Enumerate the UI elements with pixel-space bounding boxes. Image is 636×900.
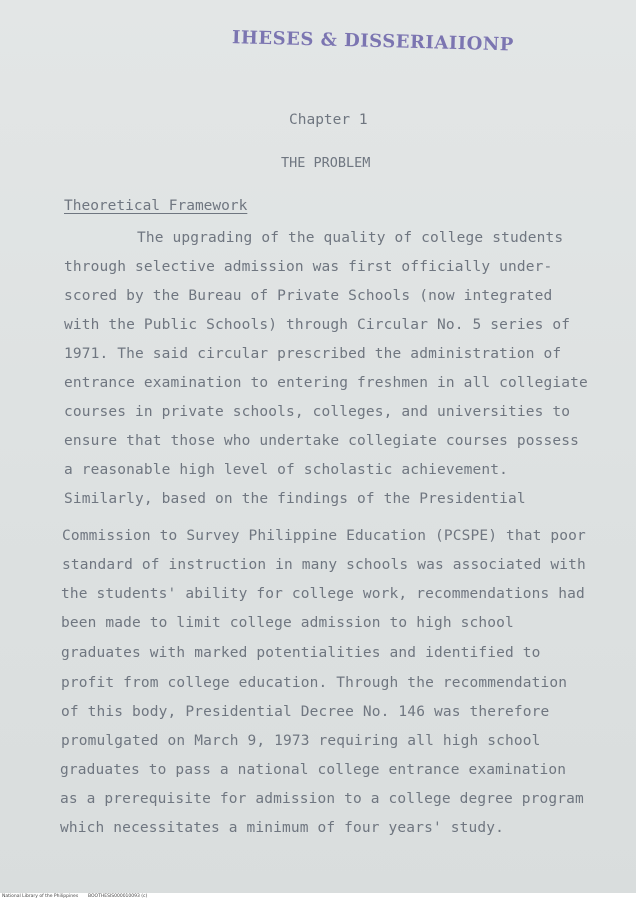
body-line-17: of this body, Presidential Decree No. 146 was therefore (61, 704, 550, 720)
body-line-21: which necessitates a minimum of four years' study. (60, 820, 504, 836)
body-line-16: profit from college education. Through the recommendation (61, 675, 568, 691)
body-line-13: the students' ability for college work, recommendations had (61, 586, 585, 602)
chapter-title: THE PROBLEM (281, 155, 371, 171)
footer-library-name: National Library of the Philippines (2, 894, 79, 899)
body-line-10: Similarly, based on the findings of the Presidential (64, 491, 526, 507)
body-line-12: standard of instruction in many schools was associated with (62, 557, 586, 573)
body-line-7: courses in private schools, colleges, and universities to (64, 404, 571, 420)
body-line-8: ensure that those who undertake collegiate courses possess (64, 433, 580, 449)
body-line-3: scored by the Bureau of Private Schools (now integrated (64, 288, 553, 304)
body-line-14: been made to limit college admission to high school (61, 615, 514, 631)
body-line-9: a reasonable high level of scholastic achievement. (64, 462, 508, 478)
body-line-6: entrance examination to entering freshmen in all collegiate (64, 375, 588, 391)
body-line-1: The upgrading of the quality of college students (137, 230, 564, 246)
theses-dissertations-stamp: IHESES & DISSERIAIIONP (231, 27, 515, 56)
footer-record-id: BOOTHESIS000010093 (c) (88, 894, 148, 899)
body-line-15: graduates with marked potentialities and identified to (61, 645, 541, 661)
body-line-19: graduates to pass a national college entrance examination (60, 762, 567, 778)
body-line-11: Commission to Survey Philippine Education (PCSPE) that poor (62, 528, 586, 544)
section-heading: Theoretical Framework (64, 198, 248, 214)
archive-footer (0, 893, 636, 900)
body-line-4: with the Public Schools) through Circular No. 5 series of (64, 317, 571, 333)
chapter-number: Chapter 1 (289, 112, 368, 128)
body-line-5: 1971. The said circular prescribed the administration of (64, 346, 562, 362)
body-line-20: as a prerequisite for admission to a college degree program (60, 791, 584, 807)
body-line-2: through selective admission was first officially under- (64, 259, 553, 275)
body-line-18: promulgated on March 9, 1973 requiring all high school (61, 733, 541, 749)
